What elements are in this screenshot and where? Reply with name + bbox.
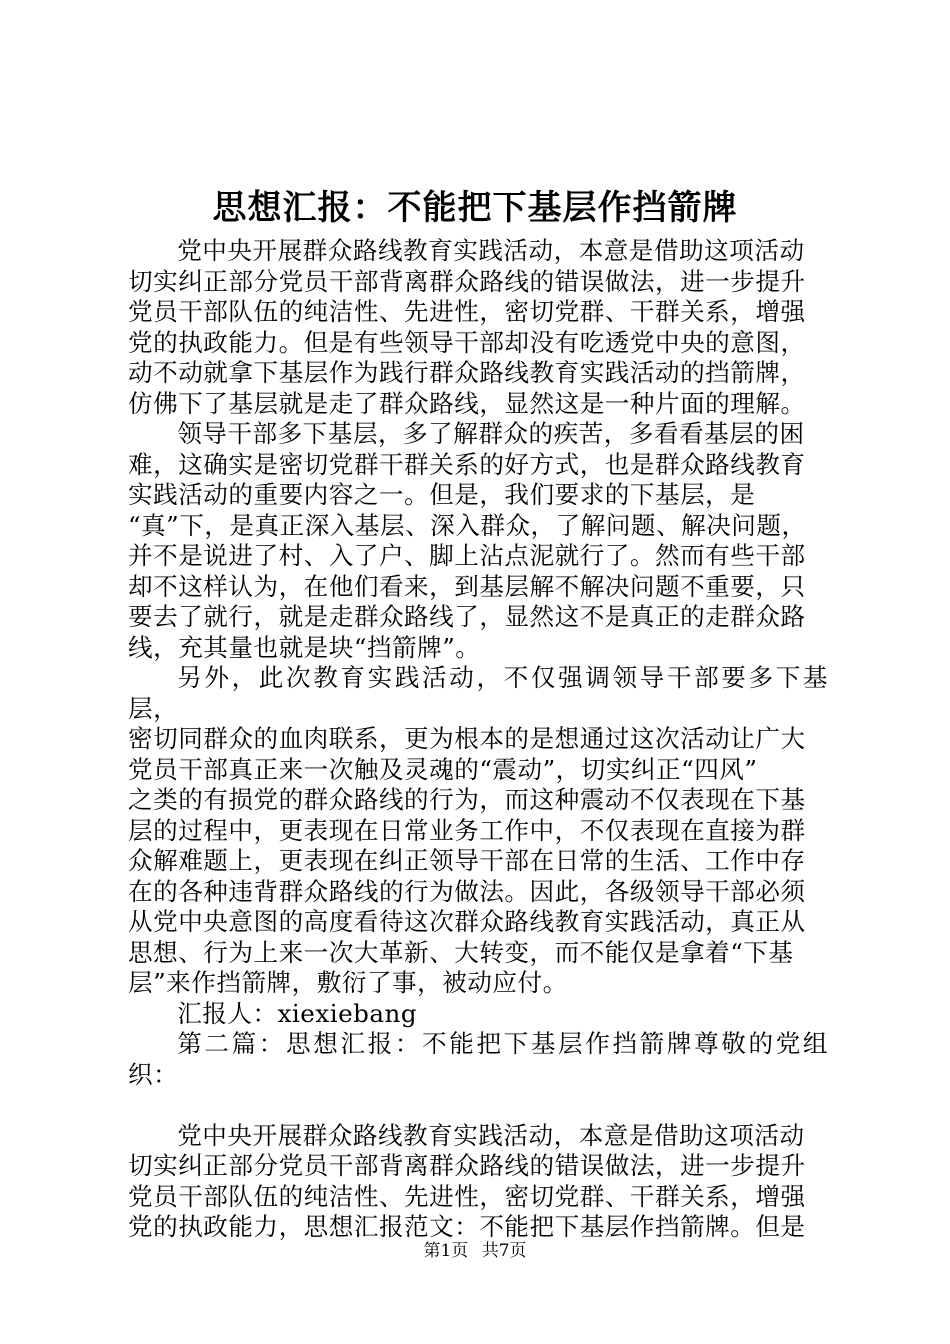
paragraph-2: 领导干部多下基层，多了解群众的疾苦，多看看基层的困 难，这确实是密切党群干群关系的好方式，也是群众路线教育 实践活动的重要内容之一。但是，我们要求的下基层，是 “真”下，是真正深入基层、深入群众，了解问题、解决问题， 并不是说进了村、入了户、脚上沾点泥就行了。然而有些干部 却不这样认为，在他们看来，到基层解不解决问题不重要，只 要去了就行，就是走群众路线了，显然这不是真正的走群众路 线，充其量也就是块“挡箭牌”。 <box>128 419 807 662</box>
reporter-line: 汇报人：xiexiebang <box>177 998 418 1028</box>
page-total: 共7页 <box>481 1241 527 1261</box>
blank-line <box>128 1090 828 1121</box>
page-number: 第1页 <box>423 1241 469 1261</box>
paragraph-5: 党中央开展群众路线教育实践活动，本意是借助这项活动 切实纠正部分党员干部背离群众路线的错误做法，进一步提升 党员干部队伍的纯洁性、先进性，密切党群、干群关系，增强 党的执政能力，思想汇报范文：不能把下基层作挡箭牌。但是 <box>128 1120 806 1241</box>
page-title: 思想汇报：不能把下基层作挡箭牌 <box>212 188 738 228</box>
document-body <box>128 236 828 1243</box>
second-part-heading: 第二篇：思想汇报：不能把下基层作挡箭牌尊敬的党组织： <box>128 1029 828 1089</box>
page-footer <box>0 1239 950 1263</box>
paragraph-1: 党中央开展群众路线教育实践活动，本意是借助这项活动 切实纠正部分党员干部背离群众路线的错误做法，进一步提升 党员干部队伍的纯洁性、先进性，密切党群、干群关系，增强 党的执政能力。但是有些领导干部却没有吃透党中央的意图， 动不动就拿下基层作为践行群众路线教育实践活动的挡箭牌， 仿佛下了基层就是走了群众路线，显然这是一种片面的理解。 <box>128 236 806 418</box>
paragraph-3: 另外，此次教育实践活动，不仅强调领导干部要多下基层， 密切同群众的血肉联系，更为根本的是想通过这次活动让广大 党员干部真正来一次触及灵魂的“震动”，切实纠正“四风” 之类的有损党的群众路线的行为，而这种震动不仅表现在下基 层的过程中，更表现在日常业务工作中，不仅表现在直接为群 众解难题上，更表现在纠正领导干部在日常的生活、工作中存 在的各种违背群众路线的行为做法。因此，各级领导干部必须 从党中央意图的高度看待这次群众路线教育实践活动，真正从 思想、行为上来一次大革新、大转变，而不能仅是拿着“下基 层”来作挡箭牌，敷衍了事，被动应付。 <box>128 663 828 997</box>
